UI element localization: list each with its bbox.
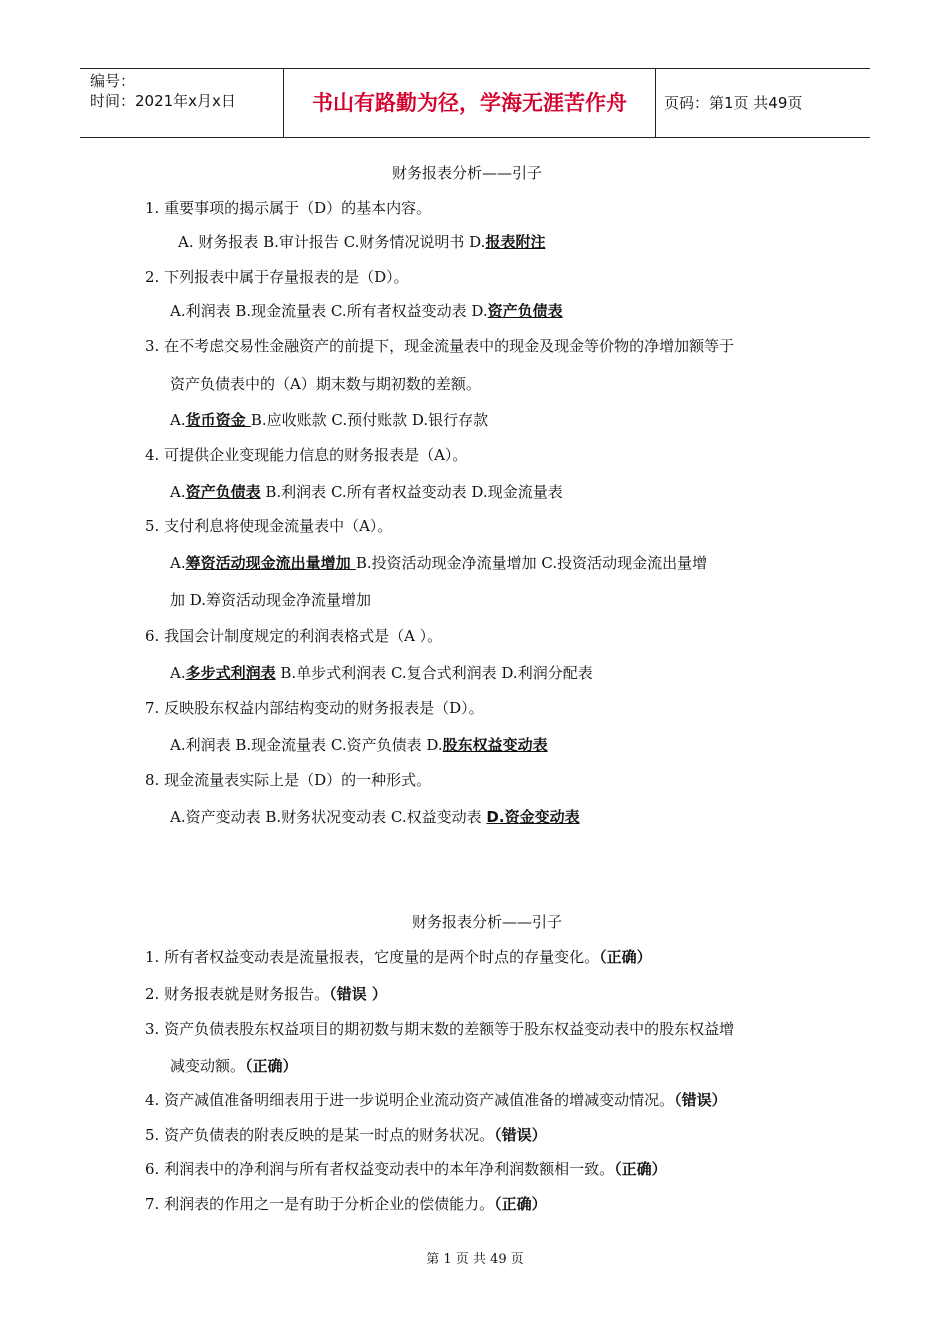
statement-text: 减变动额。 <box>170 1057 246 1075</box>
s1-options-4 <box>170 481 563 502</box>
s1-question-1: 1. 重要事项的揭示属于（D）的基本内容。 <box>145 199 432 217</box>
s1-options-1 <box>178 231 545 252</box>
s1-question-6: 6. 我国会计制度规定的利润表格式是（A ）。 <box>145 627 443 645</box>
page-footer: 第 1 页 共 49 页 <box>426 1252 524 1267</box>
answer-text: （错误） <box>674 1091 727 1109</box>
option-text: B.单步式利润表 C.复合式利润表 D.利润分配表 <box>275 664 593 682</box>
s1-question-3-cont: 资产负债表中的（A）期末数与期初数的差额。 <box>170 375 481 393</box>
answer-text: （正确） <box>245 1057 298 1075</box>
section1-title: 财务报表分析——引子 <box>392 164 543 182</box>
option-text: A. <box>170 664 186 682</box>
answer-text: （错误） <box>494 1126 547 1144</box>
option-text: A. 财务报表 B.审计报告 C.财务情况说明书 D. <box>178 233 486 251</box>
option-text: A. <box>170 411 186 429</box>
s2-statement-3-cont <box>170 1055 298 1076</box>
statement-text: 6. 利润表中的净利润与所有者权益变动表中的本年净利润数额相一致。 <box>145 1160 615 1178</box>
section2-title: 财务报表分析——引子 <box>412 913 563 931</box>
option-text: A.利润表 B.现金流量表 C.资产负债表 D. <box>170 736 443 754</box>
statement-text: 5. 资产负债表的附表反映的是某一时点的财务状况。 <box>145 1126 495 1144</box>
s1-options-2 <box>170 300 563 321</box>
option-text: B.投资活动现金净流量增加 C.投资活动现金流出量增 <box>355 554 708 572</box>
s1-options-5-cont: 加 D.筹资活动现金净流量增加 <box>170 591 372 609</box>
s2-statement-1 <box>145 946 652 967</box>
statement-text: 1. 所有者权益变动表是流量报表，它度量的是两个时点的存量变化。 <box>145 948 600 966</box>
s1-question-4: 4. 可提供企业变现能力信息的财务报表是（A）。 <box>145 446 468 464</box>
statement-text: 7. 利润表的作用之一是有助于分析企业的偿债能力。 <box>145 1195 495 1213</box>
option-text: A. <box>170 483 186 501</box>
answer-text: 货币资金 <box>185 411 251 429</box>
header-meta <box>80 69 284 137</box>
statement-text: 4. 资产减值准备明细表用于进一步说明企业流动资产减值准备的增减变动情况。 <box>145 1091 675 1109</box>
answer-text: （正确） <box>614 1160 667 1178</box>
s2-statement-2 <box>145 983 387 1004</box>
answer-text: 筹资活动现金流出量增加 <box>185 554 356 572</box>
s1-options-7 <box>170 734 548 755</box>
option-text: B.利润表 C.所有者权益变动表 D.现金流量表 <box>260 483 563 501</box>
s1-question-3: 3. 在不考虑交易性金融资产的前提下，现金流量表中的现金及现金等价物的净增加额等于 <box>145 337 735 355</box>
answer-text: 资产负债表 <box>487 302 563 320</box>
s1-options-6 <box>170 662 593 683</box>
s1-options-3 <box>170 409 488 430</box>
s2-statement-3: 3. 资产负债表股东权益项目的期初数与期末数的差额等于股东权益变动表中的股东权益增 <box>145 1020 735 1038</box>
answer-text: 资产负债表 <box>185 483 261 501</box>
s2-statement-4 <box>145 1089 727 1110</box>
answer-text: 多步式利润表 <box>185 664 276 682</box>
date-label: 时间：2021年x月x日 <box>90 92 236 110</box>
s1-question-7: 7. 反映股东权益内部结构变动的财务报表是（D）。 <box>145 699 484 717</box>
s2-statement-6 <box>145 1158 667 1179</box>
header-page-info: 页码：第1页 共49页 <box>664 94 803 112</box>
s1-question-8: 8. 现金流量表实际上是（D）的一种形式。 <box>145 771 432 789</box>
header-motto: 书山有路勤为径，学海无涯苦作舟 <box>284 69 656 137</box>
s1-options-5 <box>170 552 707 573</box>
answer-text: （正确） <box>599 948 652 966</box>
statement-text: 2. 财务报表就是财务报告。 <box>145 985 330 1003</box>
s2-statement-5 <box>145 1124 547 1145</box>
answer-text: （正确） <box>494 1195 547 1213</box>
answer-text: 报表附注 <box>485 233 546 251</box>
option-text: A. <box>170 554 186 572</box>
s1-question-5: 5. 支付利息将使现金流量表中（A）。 <box>145 517 393 535</box>
code-label: 编号： <box>90 72 136 90</box>
page-header <box>80 68 870 138</box>
s1-options-8 <box>170 806 580 827</box>
answer-text: 股东权益变动表 <box>442 736 548 754</box>
option-text: A.资产变动表 B.财务状况变动表 C.权益变动表 <box>170 808 487 826</box>
option-text: B.应收账款 C.预付账款 D.银行存款 <box>250 411 489 429</box>
option-text: A.利润表 B.现金流量表 C.所有者权益变动表 D. <box>170 302 488 320</box>
answer-text: D.资金变动表 <box>486 808 580 826</box>
s2-statement-7 <box>145 1193 547 1214</box>
answer-text: （错误 ） <box>329 985 387 1003</box>
s1-question-2: 2. 下列报表中属于存量报表的是（D）。 <box>145 268 409 286</box>
